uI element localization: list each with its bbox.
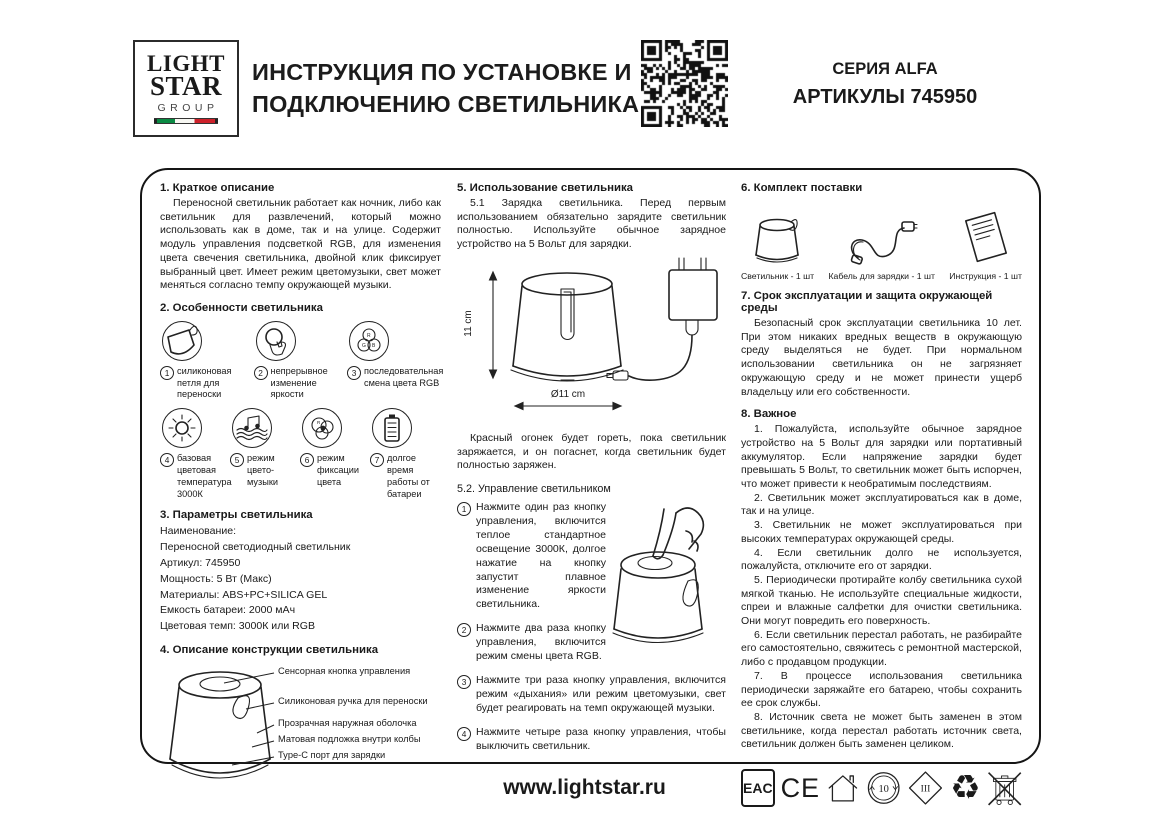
callout-handle: Силиконовая ручка для переноски [278, 695, 428, 706]
column-3 [741, 182, 1022, 811]
logo-word-light: LIGHT [147, 51, 225, 77]
rgb-circles-icon [349, 321, 389, 361]
touch-button-icon [256, 321, 296, 361]
column-1 [160, 182, 444, 793]
svg-text:G: G [362, 342, 366, 349]
charging-figure [457, 256, 726, 432]
section1-body: Переносной светильник работает как ночник, либо как светильник для развлечений, который можно использовать как в доме, так и на улице. Содержит модуль управления подсветкой RGB, для изменения цвета свечения светильника, двойной клик фиксирует выбранный цвет. Имеет режим цветомузыки, свет может меняться согласно темпу окружающей музыки. [160, 197, 441, 292]
param-line: Артикул: 745950 [160, 556, 241, 569]
feature-temperature: 4 базовая цветовая температура 3000К [160, 408, 230, 500]
qr-code [641, 40, 728, 127]
callout-matte-liner: Матовая подложка внутри колбы [278, 733, 421, 744]
section1-title: 1. Краткое описание [160, 182, 275, 194]
silicone-loop-icon [162, 321, 202, 361]
svg-text:B: B [372, 342, 376, 349]
music-notes-icon [232, 408, 272, 448]
section52-title: 5.2. Управление светильником [457, 482, 611, 495]
page-title: ИНСТРУКЦИЯ ПО УСТАНОВКЕ И ПОДКЛЮЧЕНИЮ СВЕТИЛЬНИКА [252, 59, 640, 118]
section4-title: 4. Описание конструкции светильника [160, 643, 379, 656]
website-url: www.lightstar.ru [503, 776, 666, 799]
control-step-1: 1 Нажмите один раз кнопку управления, включится теплое стандартное освещение 3000К, долгое нажатие на кнопку запустит плавное изменение яркости светильника. [457, 501, 606, 612]
column-2 [457, 182, 726, 764]
section3-title: 3. Параметры светильника [160, 509, 313, 522]
callout-outer-shell: Прозрачная наружная оболочка [278, 717, 417, 728]
steps-1-2-with-figure [457, 501, 726, 674]
feature-loop: 1 силиконовая петля для переноски [160, 321, 254, 401]
control-step-4: 4 Нажмите четыре раза кнопку управления, чтобы выключить светильник. [457, 726, 726, 754]
svg-text:R: R [317, 420, 321, 426]
feature-color-fix: R 6 режим фиксации цвета [300, 408, 370, 500]
important-item: 4. Если светильник долго не используется, пожалуйста, отключите его от зарядки. [741, 546, 1022, 573]
kit-row [741, 204, 1022, 281]
important-item: 8. Источник света не может быть заменен в этом светильнике, когда перестал работать источник света, светильник должен быть заменен целиком. [741, 710, 1022, 751]
kit-item-lamp: Светильник - 1 шт [741, 204, 814, 281]
svg-text:III: III [920, 783, 931, 795]
section7-body: Безопасный срок эксплуатации светильника 10 лет. При этом никаких вредных веществ в окружающую среду выделяться не будет. При нормальном использовании светильника он не загрязняет окружающую среду и не может принести ущерб владельцу или его собственности. [741, 317, 1022, 398]
cable-icon [828, 204, 934, 266]
callout-typec-port: Type-C порт для зарядки [278, 749, 386, 760]
diameter-dimension-label: Ø11 cm [550, 388, 586, 400]
italian-flag-stripe [154, 118, 218, 124]
control-step-2: 2 Нажмите два раза кнопку управления, включится режим смены цвета RGB. [457, 622, 606, 664]
sun-icon [162, 408, 202, 448]
section8-title: 8. Важное [741, 408, 797, 421]
section5-title: 5. Использование светильника [457, 182, 633, 194]
param-line: Мощность: 5 Вт (Макс) [160, 572, 272, 585]
feature-rgb: R G B 3 последовательная смена цвета RGB [347, 321, 441, 401]
section2-title: 2. Особенности светильника [160, 301, 323, 314]
control-step-3: 3 Нажмите три раза кнопку управления, включится режим «дыхания» или режим цветомузыки, свет будет реагировать на темп окружающей музыки. [457, 674, 726, 716]
param-line: Переносной светодиодный светильник [160, 541, 351, 554]
eac-mark-icon: EAC [741, 769, 775, 807]
charging-indicator-text: Красный огонек будет гореть, пока светильник заряжается, и он погаснет, когда светильник будет полностью заряжен. [457, 431, 726, 472]
kit-item-manual: Инструкция - 1 шт [949, 204, 1022, 281]
ce-mark-icon: CE [780, 772, 821, 803]
features-row-2 [160, 408, 441, 500]
param-line: Материалы: ABS+PC+SILICA GEL [160, 588, 328, 601]
feature-brightness: 2 непрерывное изменение яркости [254, 321, 348, 401]
height-dimension-label: 11 cm [462, 310, 474, 337]
important-item: 1. Пожалуйста, используйте обычное зарядное устройство на 5 Вольт для зарядки или портативный аккумулятор. Если напряжение зарядки будет превышать 5 Вольт, то светильник может быть испорчен, что может привести к необратимым последствиям. [741, 423, 1022, 491]
param-line: Цветовая темп: 3000К или RGB [160, 620, 316, 633]
lamp-construction-figure [160, 661, 441, 793]
section6-title: 6. Комплект поставки [741, 182, 863, 194]
section7-title: 7. Срок эксплуатации и защита окружающей среды [741, 290, 993, 314]
svg-text:R: R [367, 332, 371, 339]
logo-word-group: GROUP [157, 101, 219, 114]
important-item: 2. Светильник может эксплуатироваться как в доме, так и на улице. [741, 491, 1022, 518]
callout-touch-button: Сенсорная кнопка управления [278, 665, 411, 676]
battery-icon [372, 408, 412, 448]
svg-text:10: 10 [878, 784, 889, 796]
important-item: 7. В процессе использования светильника периодически заряжайте его батарею, чтобы сохранить ее срок службы. [741, 669, 1022, 710]
recycle-icon: ♻ [950, 768, 981, 809]
charging-drawing [457, 256, 726, 428]
important-item: 5. Периодически протирайте колбу светильника сухой мягкой тканью. Не используйте специальные жидкости, спреи и влажные салфетки для очистки светильника. Они могут повредить его поверхность. [741, 573, 1022, 628]
lightstar-logo [133, 40, 239, 137]
articles-label: АРТИКУЛЫ 745950 [792, 86, 978, 108]
manual-icon [949, 204, 1022, 266]
color-fix-icon [302, 408, 342, 448]
param-line: Наименование: [160, 525, 237, 538]
hand-press-drawing [606, 501, 724, 663]
lamp-icon [741, 204, 814, 266]
logo-word-star: STAR [149, 71, 223, 102]
features-row-1 [160, 321, 444, 401]
feature-music: 5 режим цвето- музыки [230, 408, 300, 500]
hand-press-figure [606, 501, 726, 674]
kit-item-cable: Кабель для зарядки - 1 шт [828, 204, 934, 281]
series-block [765, 60, 1005, 109]
series-label: СЕРИЯ ALFA [832, 60, 938, 78]
section5-charging-text: 5.1 Зарядка светильника. Перед первым использованием обязательно зарядите светильник полностью. Используйте обычное зарядное устройство на 5 Вольт для зарядки. [457, 197, 726, 251]
important-item: 3. Светильник не может эксплуатироваться при высоких температурах окружающей среды. [741, 519, 1022, 545]
important-item: 6. Если светильник перестал работать, не разбирайте его самостоятельно, свяжитесь с ремонтной мастерской, либо с продавцом продукции. [741, 628, 1022, 669]
param-line: Емкость батареи: 2000 мАч [160, 604, 296, 617]
feature-battery: 7 долгое время работы от батареи [370, 408, 440, 500]
